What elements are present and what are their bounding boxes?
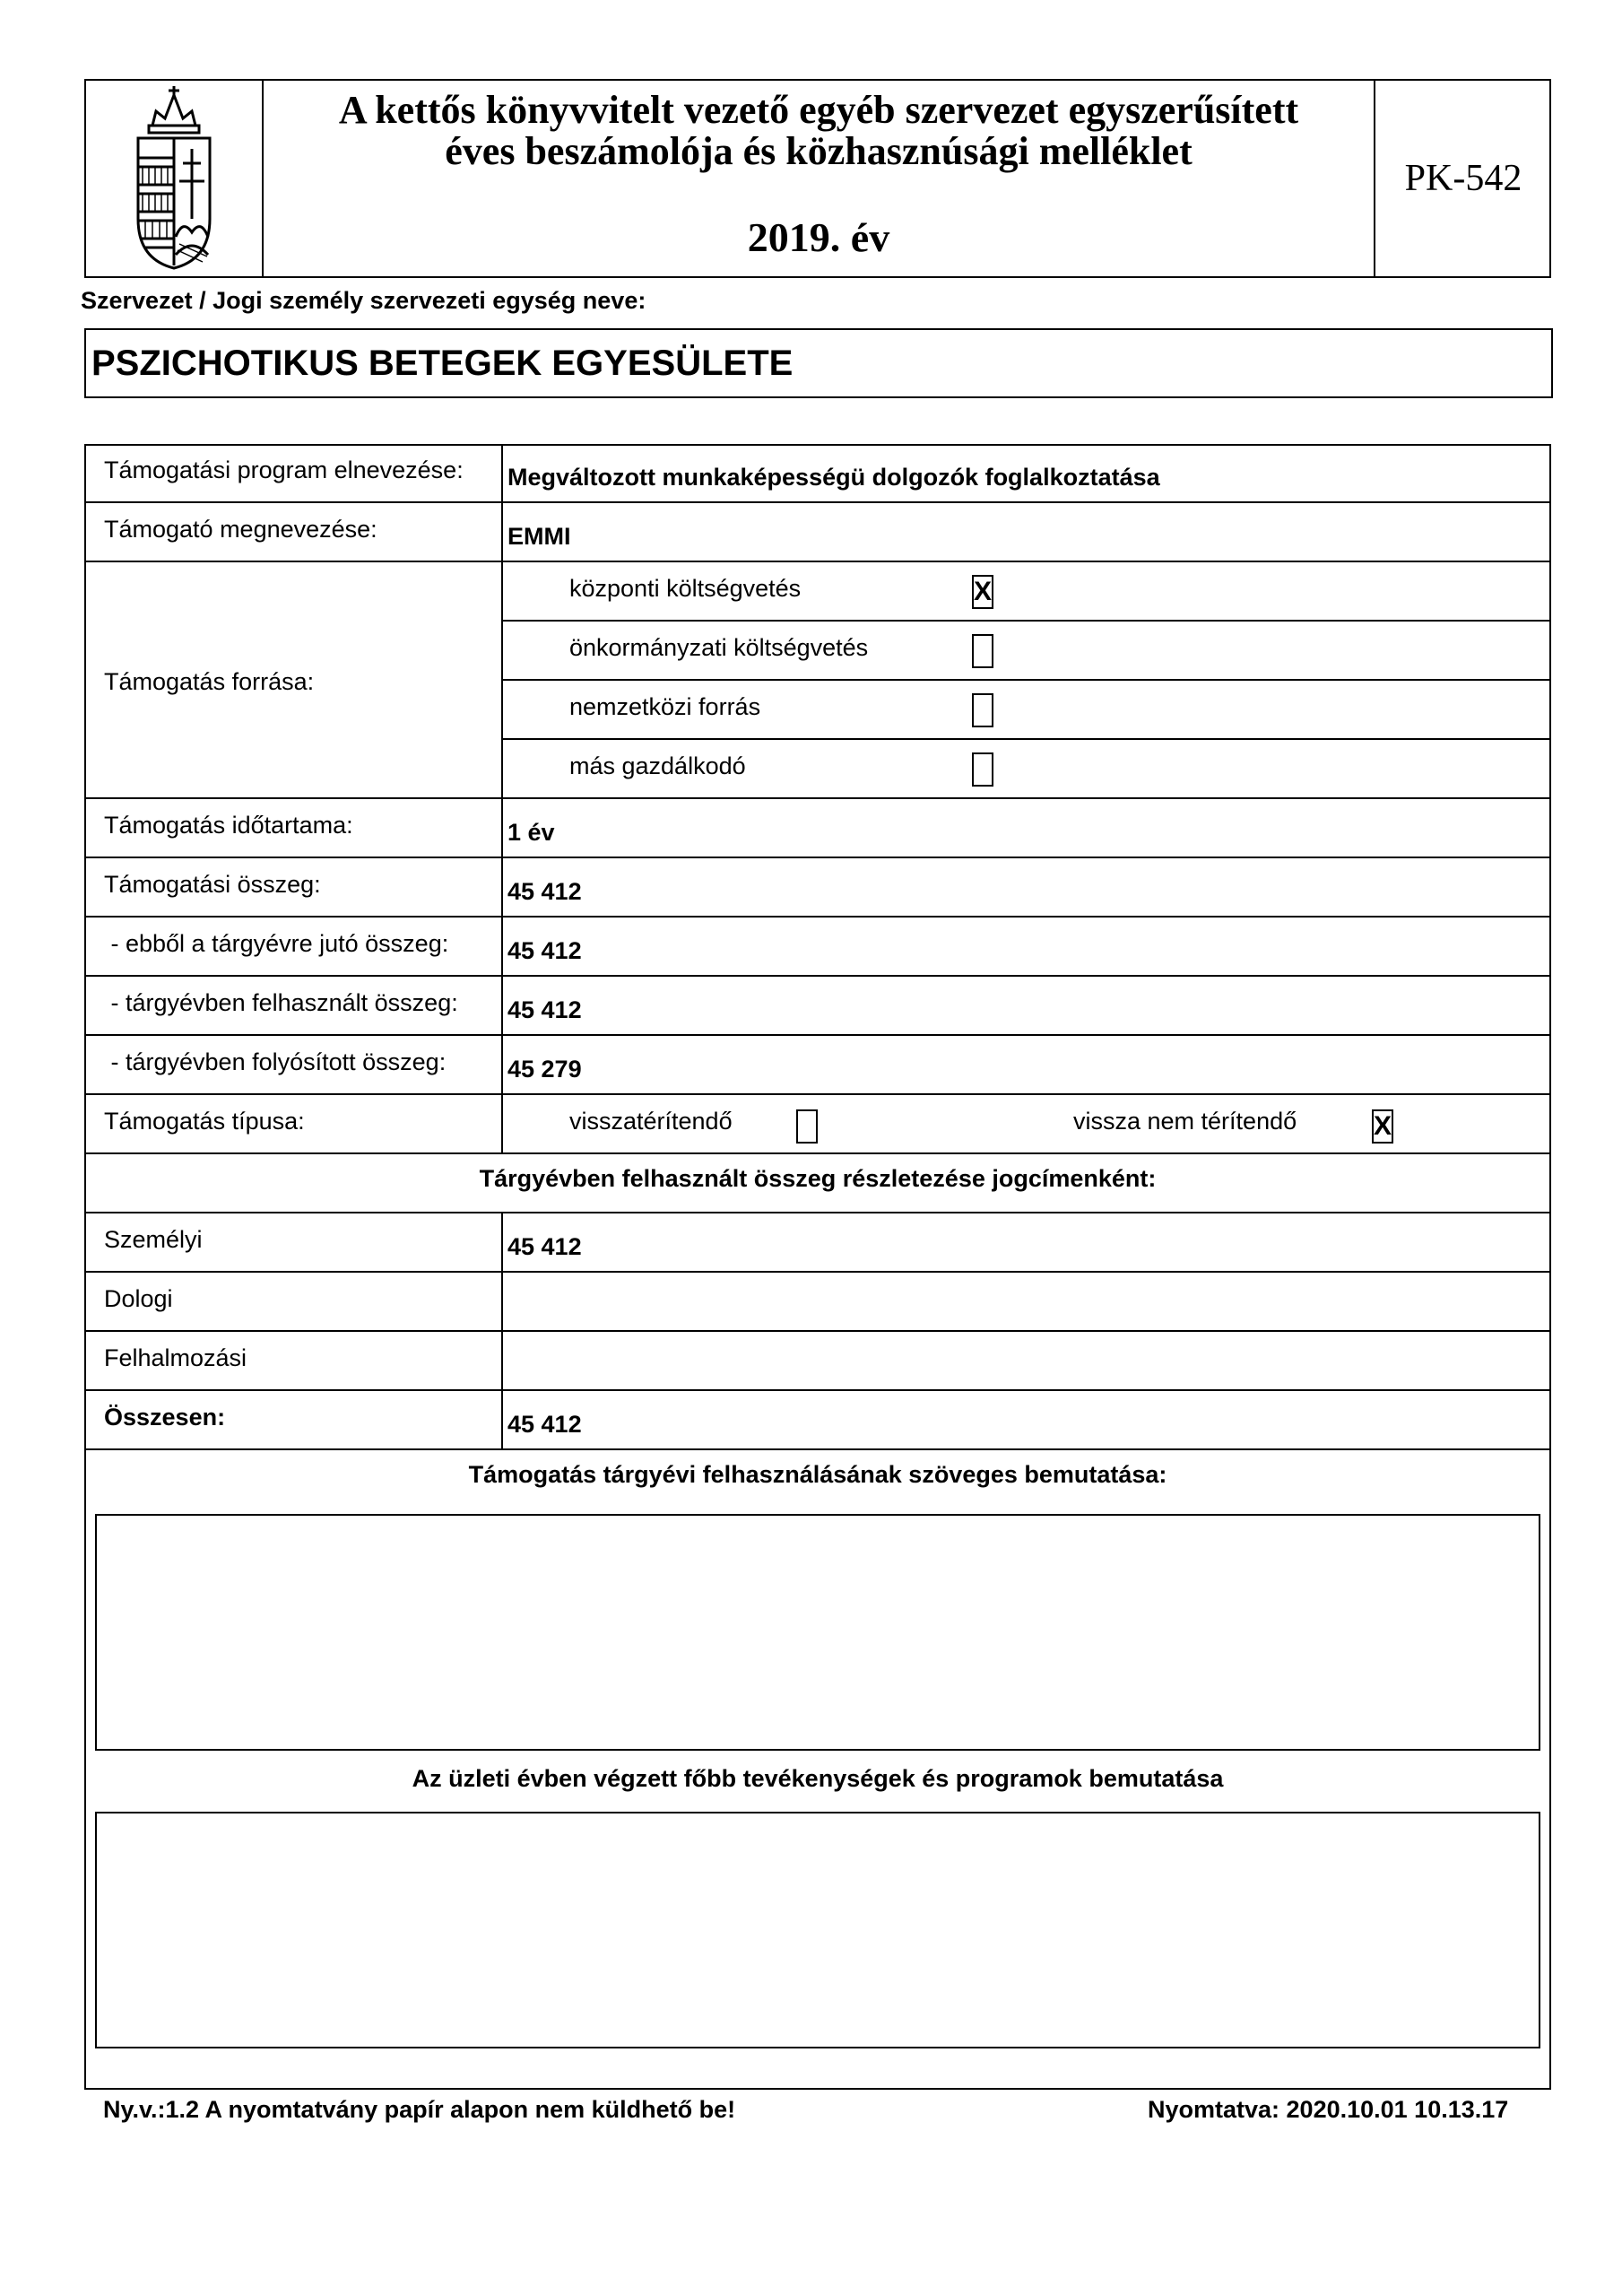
source-municipal-checkbox[interactable] bbox=[972, 634, 993, 668]
activities-section bbox=[84, 1758, 1551, 1803]
usage-title: Támogatás tárgyévi felhasználásának szöveges bemutatása: bbox=[468, 1461, 1167, 1488]
source-option-central bbox=[501, 562, 1551, 622]
type-refundable-checkbox[interactable] bbox=[796, 1109, 818, 1144]
form-year: 2019. év bbox=[747, 214, 890, 260]
amount-value[interactable]: 45 412 bbox=[507, 878, 582, 905]
paid-label: - tárgyévben folyósított összeg: bbox=[104, 1048, 447, 1075]
usage-section bbox=[84, 1450, 1551, 1495]
accumulation-label: Felhalmozási bbox=[104, 1344, 247, 1371]
material-label: Dologi bbox=[104, 1285, 173, 1312]
type-nonrefundable-checkbox[interactable]: X bbox=[1372, 1109, 1393, 1144]
source-option-label: nemzetközi forrás bbox=[569, 693, 761, 720]
accumulation-row bbox=[84, 1332, 1551, 1391]
form-title bbox=[264, 90, 1374, 172]
current-year-value[interactable]: 45 412 bbox=[507, 937, 582, 964]
source-other-business-checkbox[interactable] bbox=[972, 752, 993, 787]
program-label: Támogatási program elnevezése: bbox=[104, 457, 464, 483]
source-option-international bbox=[501, 681, 1551, 740]
hungarian-coat-of-arms-icon bbox=[120, 84, 228, 273]
program-value[interactable]: Megváltozott munkaképességü dolgozók foglalkoztatása bbox=[507, 464, 1160, 491]
total-row bbox=[84, 1391, 1551, 1450]
activities-text-field[interactable] bbox=[95, 1812, 1540, 2048]
supporter-value[interactable]: EMMI bbox=[507, 523, 571, 550]
usage-text-field[interactable] bbox=[95, 1514, 1540, 1751]
personal-value[interactable]: 45 412 bbox=[507, 1233, 582, 1260]
organization-label: Szervezet / Jogi személy szervezeti egység neve: bbox=[81, 287, 646, 314]
title-line-1: A kettős könyvvitelt vezető egyéb szervezet egyszerűsített bbox=[338, 88, 1299, 132]
source-option-municipal bbox=[501, 622, 1551, 681]
paid-value[interactable]: 45 279 bbox=[507, 1056, 582, 1083]
organization-name: PSZICHOTIKUS BETEGEK EGYESÜLETE bbox=[91, 343, 794, 383]
used-value[interactable]: 45 412 bbox=[507, 996, 582, 1023]
duration-label: Támogatás időtartama: bbox=[104, 812, 353, 839]
type-label: Támogatás típusa: bbox=[104, 1108, 305, 1135]
source-option-label: önkormányzati költségvetés bbox=[569, 634, 869, 661]
footer-note: Ny.v.:1.2 A nyomtatvány papír alapon nem küldhető be! bbox=[103, 2096, 736, 2123]
activities-title: Az üzleti évben végzett főbb tevékenységek és programok bemutatása bbox=[412, 1765, 1224, 1792]
amount-label: Támogatási összeg: bbox=[104, 871, 321, 898]
source-international-checkbox[interactable] bbox=[972, 693, 993, 727]
paid-row bbox=[84, 1036, 1551, 1095]
form-code: PK-542 bbox=[1374, 79, 1551, 278]
type-refundable-label: visszatérítendő bbox=[569, 1108, 733, 1135]
current-year-label: - ebből a tárgyévre jutó összeg: bbox=[104, 930, 449, 957]
material-row bbox=[84, 1273, 1551, 1332]
used-row bbox=[84, 977, 1551, 1036]
title-line-2: éves beszámolója és közhasznúsági melléklet bbox=[445, 129, 1193, 173]
personal-label: Személyi bbox=[104, 1226, 203, 1253]
source-option-label: központi költségvetés bbox=[569, 575, 802, 602]
type-nonrefundable-label: vissza nem térítendő bbox=[1073, 1108, 1297, 1135]
crest-cell bbox=[84, 79, 264, 278]
total-label: Összesen: bbox=[104, 1404, 226, 1431]
breakdown-title-row bbox=[84, 1154, 1551, 1213]
source-option-other-business bbox=[501, 740, 1551, 799]
total-value[interactable]: 45 412 bbox=[507, 1411, 582, 1438]
organization-name-field[interactable] bbox=[84, 328, 1553, 398]
program-row bbox=[84, 444, 1551, 503]
duration-row bbox=[84, 799, 1551, 858]
used-label: - tárgyévben felhasznált összeg: bbox=[104, 989, 458, 1016]
personal-row bbox=[84, 1213, 1551, 1273]
current-year-row bbox=[84, 918, 1551, 977]
supporter-label: Támogató megnevezése: bbox=[104, 516, 377, 543]
amount-row bbox=[84, 858, 1551, 918]
supporter-row bbox=[84, 503, 1551, 562]
footer-printed-timestamp: Nyomtatva: 2020.10.01 10.13.17 bbox=[1148, 2096, 1509, 2123]
type-row bbox=[84, 1095, 1551, 1154]
breakdown-title: Tárgyévben felhasznált összeg részletezése jogcímenként: bbox=[479, 1165, 1157, 1192]
duration-value[interactable]: 1 év bbox=[507, 819, 555, 846]
source-option-label: más gazdálkodó bbox=[569, 752, 746, 779]
source-central-checkbox[interactable]: X bbox=[972, 575, 993, 609]
source-label: Támogatás forrása: bbox=[104, 668, 315, 695]
